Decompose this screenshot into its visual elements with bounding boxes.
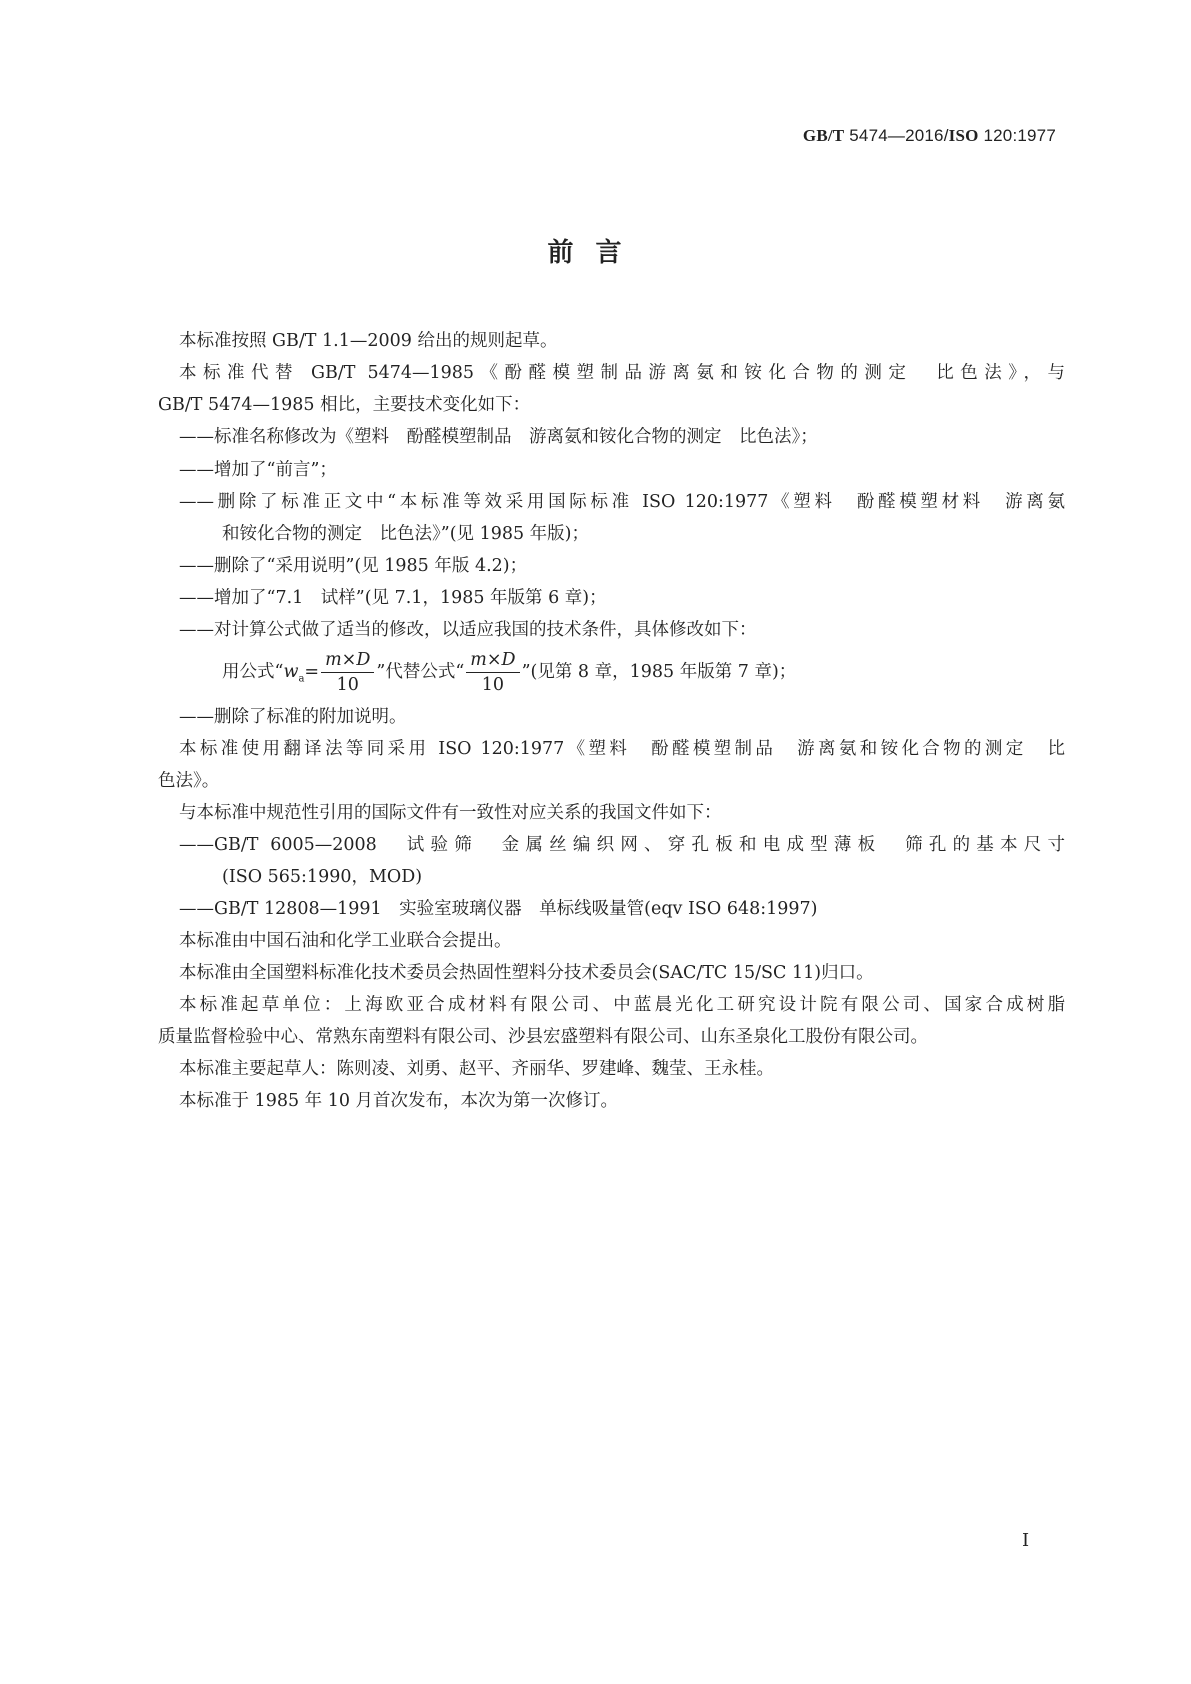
fraction-denominator: 10 bbox=[481, 675, 505, 695]
formula-line bbox=[222, 648, 796, 697]
paragraph-line: 本标准使用翻译法等同采用 ISO 120:1977《塑料 酚醛模塑制品 游离氨和铵化合物的测定 比 bbox=[179, 739, 1065, 759]
page-title: 前言 bbox=[547, 238, 644, 268]
paragraph-line: 本标准于 1985 年 10 月首次发布，本次为第一次修订。 bbox=[179, 1091, 619, 1111]
std-prefix: GB/T bbox=[802, 126, 845, 145]
formula-subscript: a bbox=[298, 673, 305, 685]
paragraph-line: 本标准按照 GB/T 1.1—2009 给出的规则起草。 bbox=[179, 331, 558, 351]
fraction-numerator: m×D bbox=[321, 648, 374, 673]
list-item: ——增加了“7.1 试样”(见 7.1，1985 年版第 6 章)； bbox=[179, 588, 607, 608]
formula-equals: = bbox=[304, 662, 320, 682]
paragraph-line: 色法》。 bbox=[158, 771, 220, 791]
iso-number: 120:1977 bbox=[983, 126, 1056, 145]
list-item: ——删除了标准正文中“本标准等效采用国际标准 ISO 120:1977《塑料 酚醛模塑材料 游离氨 bbox=[179, 492, 1065, 512]
paragraph-line: GB/T 5474—1985 相比，主要技术变化如下： bbox=[158, 395, 531, 415]
iso-prefix: ISO bbox=[948, 126, 979, 145]
paragraph-line: 本标准由全国塑料标准化技术委员会热固性塑料分技术委员会(SAC/TC 15/SC 11)归口。 bbox=[179, 963, 874, 983]
fraction bbox=[466, 648, 519, 697]
document-header bbox=[803, 126, 1056, 146]
list-item-continuation: 和铵化合物的测定 比色法》”(见 1985 年版)； bbox=[222, 524, 590, 544]
formula-prefix: 用公式“ bbox=[222, 662, 284, 682]
list-item: ——增加了“前言”； bbox=[179, 460, 337, 480]
formula-variable: w bbox=[283, 662, 299, 682]
paragraph-line: 本标准代替 GB/T 5474—1985《酚醛模塑制品游离氨和铵化合物的测定 比色法》，与 bbox=[179, 363, 1065, 383]
list-item: ——标准名称修改为《塑料 酚醛模塑制品 游离氨和铵化合物的测定 比色法》； bbox=[179, 427, 818, 447]
fraction bbox=[321, 648, 374, 697]
formula-suffix: ”(见第 8 章，1985 年版第 7 章)； bbox=[521, 662, 797, 682]
fraction-numerator: m×D bbox=[466, 648, 519, 673]
list-item: ——GB/T 12808—1991 实验室玻璃仪器 单标线吸量管(eqv ISO 648:1997) bbox=[179, 899, 818, 919]
paragraph-line: 本标准由中国石油和化学工业联合会提出。 bbox=[179, 931, 512, 951]
list-item: ——GB/T 6005—2008 试验筛 金属丝编织网、穿孔板和电成型薄板 筛孔的基本尺寸 bbox=[179, 835, 1065, 855]
paragraph-line: 质量监督检验中心、常熟东南塑料有限公司、沙县宏盛塑料有限公司、山东圣泉化工股份有限公司。 bbox=[158, 1027, 928, 1047]
list-item: ——删除了标准的附加说明。 bbox=[179, 707, 407, 727]
paragraph-line: 与本标准中规范性引用的国际文件有一致性对应关系的我国文件如下： bbox=[179, 803, 722, 823]
page-number: I bbox=[1022, 1530, 1030, 1551]
fraction-denominator: 10 bbox=[336, 675, 359, 695]
std-number: 5474—2016/ bbox=[849, 126, 949, 145]
paragraph-line: 本标准主要起草人：陈则凌、刘勇、赵平、齐丽华、罗建峰、魏莹、王永桂。 bbox=[179, 1059, 774, 1079]
formula-mid: ”代替公式“ bbox=[376, 662, 465, 682]
paragraph-line: 本标准起草单位：上海欧亚合成材料有限公司、中蓝晨光化工研究设计院有限公司、国家合成树脂 bbox=[179, 995, 1065, 1015]
list-item: ——删除了“采用说明”(见 1985 年版 4.2)； bbox=[179, 556, 528, 576]
list-item: ——对计算公式做了适当的修改，以适应我国的技术条件，具体修改如下： bbox=[179, 620, 757, 640]
list-item-continuation: (ISO 565:1990，MOD) bbox=[222, 867, 423, 887]
